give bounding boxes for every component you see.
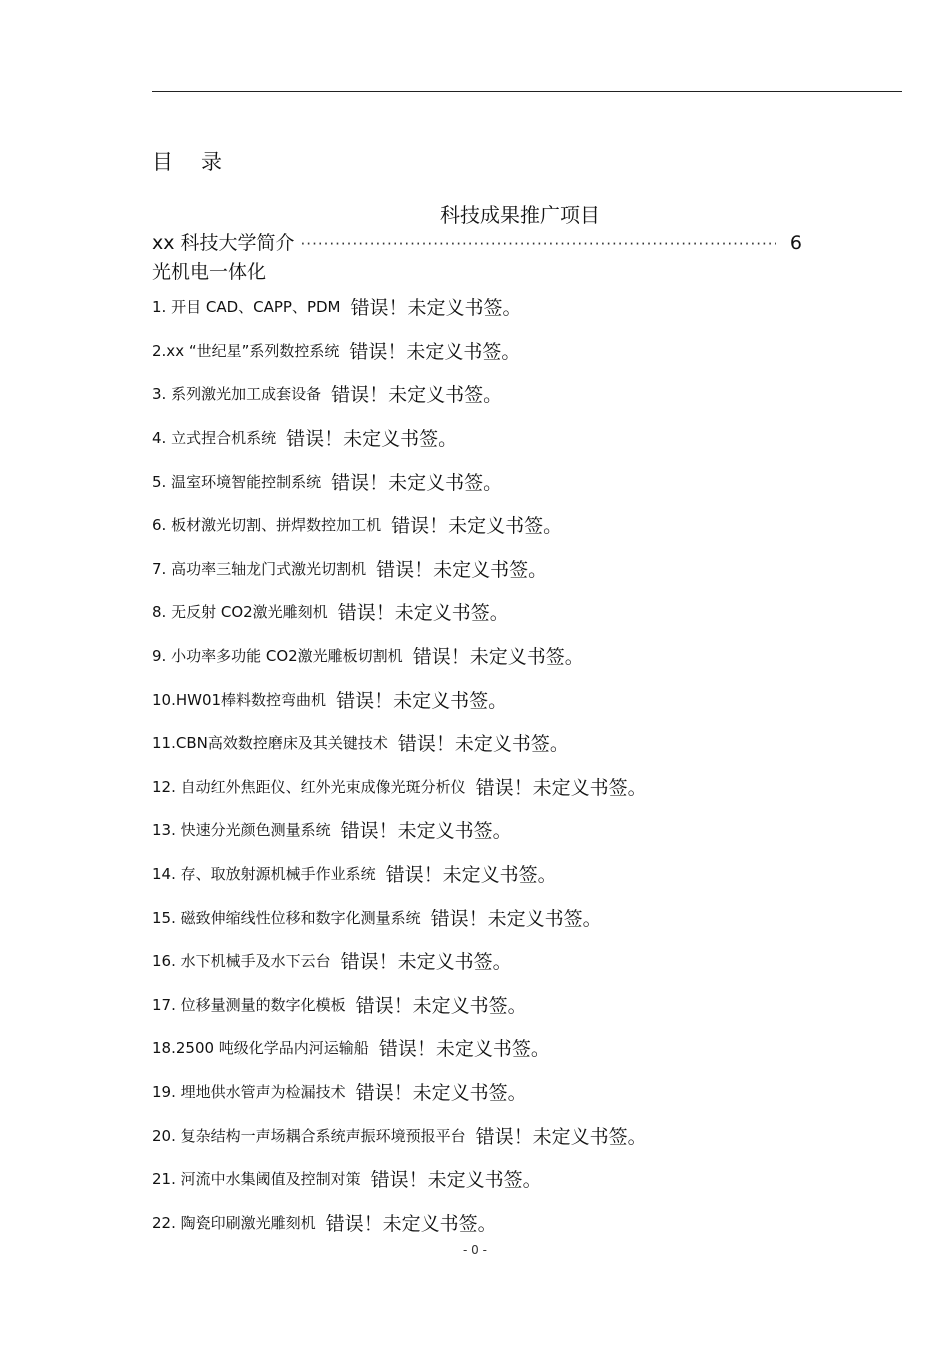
toc-entry-error: 错误！未定义书签。 bbox=[376, 558, 548, 581]
toc-entry-error: 错误！未定义书签。 bbox=[430, 907, 602, 930]
toc-entry[interactable] bbox=[152, 459, 902, 503]
toc-entry-title: 16. 水下机械手及水下云台 bbox=[152, 952, 331, 971]
toc-entry-error: 错误！未定义书签。 bbox=[337, 602, 509, 625]
toc-entry-error: 错误！未定义书签。 bbox=[475, 776, 647, 799]
toc-entry-title: 10.HW01棒料数控弯曲机 bbox=[152, 690, 327, 709]
toc-entry-title: 15. 磁致伸缩线性位移和数字化测量系统 bbox=[152, 908, 421, 927]
toc-entry-list bbox=[152, 285, 902, 1244]
toc-title-char-1: 目 bbox=[152, 150, 173, 174]
toc-entry-error: 错误！未定义书签。 bbox=[331, 384, 503, 407]
toc-entry[interactable] bbox=[152, 983, 902, 1027]
toc-entry-error: 错误！未定义书签。 bbox=[349, 340, 521, 363]
toc-entry-error: 错误！未定义书签。 bbox=[336, 689, 508, 712]
toc-entry-error: 错误！未定义书签。 bbox=[412, 646, 584, 669]
header-noise-text bbox=[150, 68, 902, 86]
toc-entry-title: 5. 温室环境智能控制系统 bbox=[152, 472, 322, 491]
toc-entry-title: 18.2500 吨级化学品内河运输船 bbox=[152, 1039, 369, 1058]
toc-entry-title: 17. 位移量测量的数字化模板 bbox=[152, 995, 346, 1014]
toc-entry[interactable] bbox=[152, 503, 902, 547]
toc-entry-error: 错误！未定义书签。 bbox=[385, 864, 557, 887]
toc-entry-error: 错误！未定义书签。 bbox=[355, 994, 527, 1017]
toc-entry-title: 4. 立式捏合机系统 bbox=[152, 429, 277, 448]
toc-entry[interactable] bbox=[152, 634, 902, 678]
toc-entry[interactable] bbox=[152, 677, 902, 721]
toc-entry-title: 11.CBN高效数控磨床及其关键技术 bbox=[152, 734, 388, 753]
toc-entry[interactable] bbox=[152, 416, 902, 460]
header-rule bbox=[152, 91, 902, 92]
toc-entry-title: 12. 自动红外焦距仪、红外光束成像光斑分析仪 bbox=[152, 777, 466, 796]
toc-entry[interactable] bbox=[152, 852, 902, 896]
toc-entry[interactable] bbox=[152, 329, 902, 373]
toc-entry-intro-page: 6 bbox=[789, 232, 802, 254]
toc-entry-title: 19. 埋地供水管声为检漏技术 bbox=[152, 1082, 346, 1101]
toc-entry-error: 错误！未定义书签。 bbox=[340, 951, 512, 974]
toc-entry[interactable] bbox=[152, 895, 902, 939]
toc-entry[interactable] bbox=[152, 808, 902, 852]
toc-entry-title: 7. 高功率三轴龙门式激光切割机 bbox=[152, 559, 367, 578]
toc-entry-title: 9. 小功率多功能 CO2激光雕板切割机 bbox=[152, 647, 403, 666]
toc-entry-title: 6. 板材激光切割、拼焊数控加工机 bbox=[152, 516, 382, 535]
toc-entry-title: 22. 陶瓷印刷激光雕刻机 bbox=[152, 1213, 316, 1232]
toc-entry-error: 错误！未定义书签。 bbox=[475, 1125, 647, 1148]
toc-entry[interactable] bbox=[152, 1070, 902, 1114]
toc-entry-title: 13. 快速分光颜色测量系统 bbox=[152, 821, 331, 840]
toc-leader-dots bbox=[301, 235, 776, 253]
toc-entry-title: 21. 河流中水集阈值及控制对策 bbox=[152, 1170, 361, 1189]
toc-entry-title: 8. 无反射 CO2激光雕刻机 bbox=[152, 603, 328, 622]
toc-entry[interactable] bbox=[152, 939, 902, 983]
toc-entry-intro-label: xx 科技大学简介 bbox=[152, 232, 295, 254]
toc-entry-title: 3. 系列激光加工成套设备 bbox=[152, 385, 322, 404]
toc-entry[interactable] bbox=[152, 765, 902, 809]
toc-entry[interactable] bbox=[152, 1200, 902, 1244]
section-title: 科技成果推广项目 bbox=[440, 203, 600, 227]
toc-entry-intro[interactable] bbox=[152, 228, 802, 255]
toc-entry[interactable] bbox=[152, 590, 902, 634]
toc-entry-title: 2.xx “世纪星”系列数控系统 bbox=[152, 341, 340, 360]
toc-entry-error: 错误！未定义书签。 bbox=[391, 515, 563, 538]
toc-entry[interactable] bbox=[152, 1157, 902, 1201]
toc-entry[interactable] bbox=[152, 285, 902, 329]
toc-entry-error: 错误！未定义书签。 bbox=[370, 1169, 542, 1192]
toc-entry-error: 错误！未定义书签。 bbox=[286, 428, 458, 451]
page-number: - 0 - bbox=[463, 1243, 487, 1257]
toc-title-char-2: 录 bbox=[201, 150, 222, 174]
toc-entry-error: 错误！未定义书签。 bbox=[331, 471, 503, 494]
toc-entry[interactable] bbox=[152, 1113, 902, 1157]
toc-entry-error: 错误！未定义书签。 bbox=[325, 1212, 497, 1235]
toc-entry-title: 14. 存、取放射源机械手作业系统 bbox=[152, 865, 376, 884]
toc-entry-error: 错误！未定义书签。 bbox=[340, 820, 512, 843]
toc-entry[interactable] bbox=[152, 721, 902, 765]
toc-entry[interactable] bbox=[152, 372, 902, 416]
toc-group-title: 光机电一体化 bbox=[152, 261, 267, 283]
toc-entry[interactable] bbox=[152, 1026, 902, 1070]
toc-entry[interactable] bbox=[152, 547, 902, 591]
toc-entry-title: 1. 开目 CAD、CAPP、PDM bbox=[152, 298, 341, 317]
toc-title bbox=[152, 146, 222, 176]
toc-entry-error: 错误！未定义书签。 bbox=[378, 1038, 550, 1061]
toc-entry-title: 20. 复杂结构一声场耦合系统声振环境预报平台 bbox=[152, 1126, 466, 1145]
toc-entry-error: 错误！未定义书签。 bbox=[397, 733, 569, 756]
toc-entry-error: 错误！未定义书签。 bbox=[350, 297, 522, 320]
toc-entry-error: 错误！未定义书签。 bbox=[355, 1081, 527, 1104]
